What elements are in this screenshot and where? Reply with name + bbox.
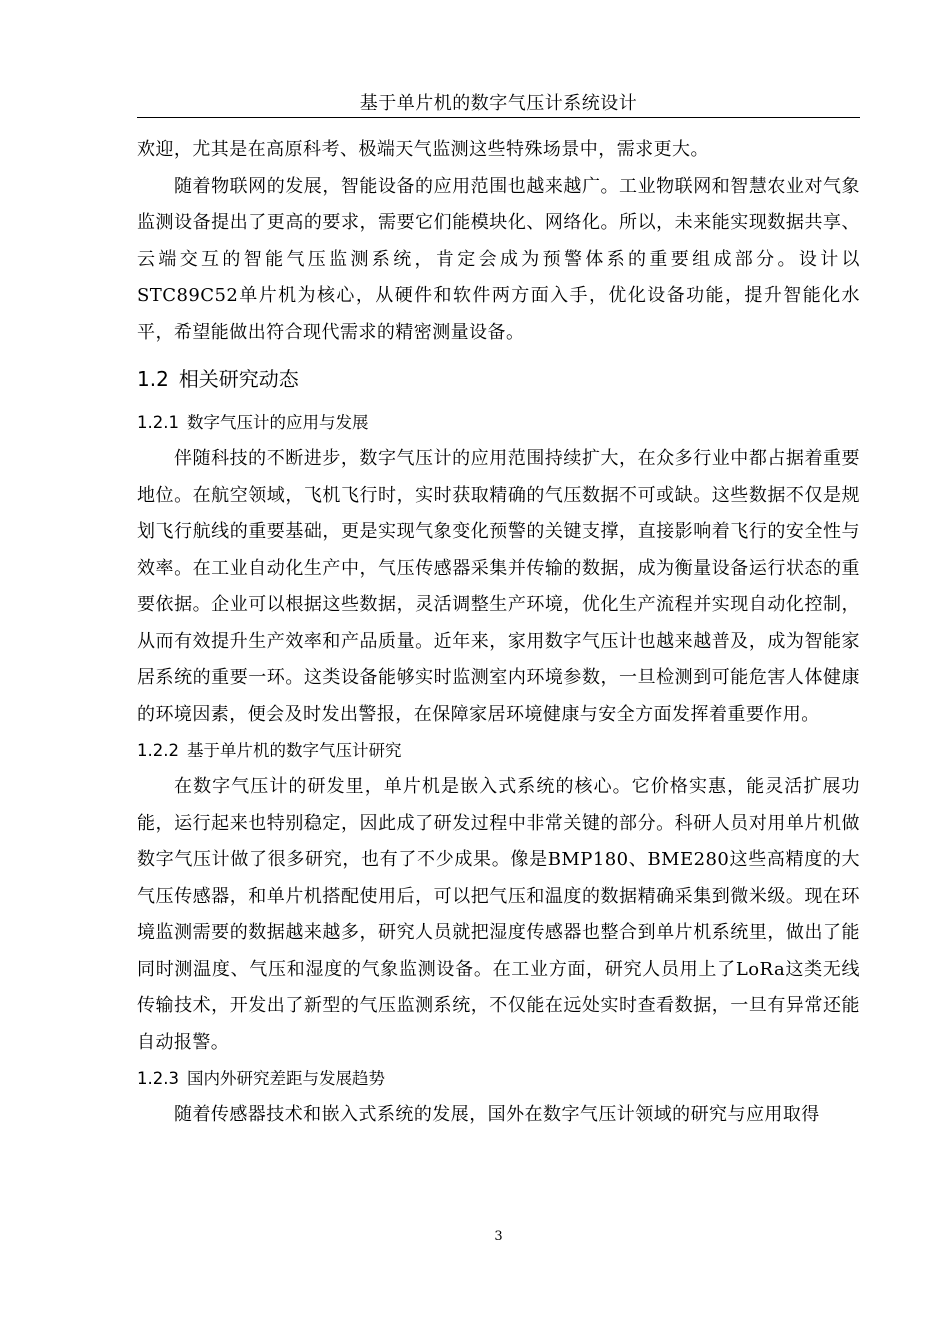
page-body [137,132,860,1134]
subsection-title: 国内外研究差距与发展趋势 [186,1069,385,1088]
subsection-heading-1-2-1 [137,405,860,441]
section-heading-1-2 [137,359,860,399]
page-number: 3 [494,1229,503,1244]
paragraph-research-gap: 随着传感器技术和嵌入式系统的发展，国外在数字气压计领域的研究与应用取得 [174,1104,820,1125]
paragraph-mcu-research: 在数字气压计的研发里，单片机是嵌入式系统的核心。它价格实惠，能灵活扩展功能，运行起来也特别稳定，因此成了研发过程中非常关键的部分。科研人员对用单片机做数字气压计做了很多研究，也有了不少成果。像是BMP180、BME280这些高精度的大气压传感器，和单片机搭配使用后，可以把气压和温度的数据精确采集到微米级。现在环境监测需要的数据越来越多，研究人员就把湿度传感器也整合到单片机系统里，做出了能同时测温度、气压和湿度的气象监测设备。在工业方面，研究人员用上了LoRa这类无线传输技术，开发出了新型的气压监测系统，不仅能在远处实时查看数据，一旦有异常还能自动报警。 [137,776,860,1053]
subsection-number: 1.2.2 [137,741,179,760]
subsection-heading-1-2-3 [137,1061,860,1097]
subsection-number: 1.2.3 [137,1069,179,1088]
header-divider [137,117,860,118]
subsection-number: 1.2.1 [137,413,179,432]
paragraph-continued: 欢迎，尤其是在高原科考、极端天气监测这些特殊场景中，需求更大。 [137,139,709,160]
paragraph-applications: 伴随科技的不断进步，数字气压计的应用范围持续扩大，在众多行业中都占据着重要地位。在航空领域，飞机飞行时，实时获取精确的气压数据不可或缺。这些数据不仅是规划飞行航线的重要基础，更是实现气象变化预警的关键支撑，直接影响着飞行的安全性与效率。在工业自动化生产中，气压传感器采集并传输的数据，成为衡量设备运行状态的重要依据。企业可以根据这些数据，灵活调整生产环境，优化生产流程并实现自动化控制，从而有效提升生产效率和产品质量。近年来，家用数字气压计也越来越普及，成为智能家居系统的重要一环。这类设备能够实时监测室内环境参数，一旦检测到可能危害人体健康的环境因素，便会及时发出警报，在保障家居环境健康与安全方面发挥着重要作用。 [137,448,860,725]
subsection-title: 基于单片机的数字气压计研究 [186,741,402,760]
subsection-title: 数字气压计的应用与发展 [186,413,369,432]
paragraph-iot-development: 随着物联网的发展，智能设备的应用范围也越来越广。工业物联网和智慧农业对气象监测设备提出了更高的要求，需要它们能模块化、网络化。所以，未来能实现数据共享、云端交互的智能气压监测系统，肯定会成为预警体系的重要组成部分。设计以STC89C52单片机为核心，从硬件和软件两方面入手，优化设备功能，提升智能化水平，希望能做出符合现代需求的精密测量设备。 [137,175,860,343]
section-number: 1.2 [137,367,169,391]
running-header: 基于单片机的数字气压计系统设计 [359,93,638,114]
subsection-heading-1-2-2 [137,733,860,769]
section-title: 相关研究动态 [178,367,299,391]
